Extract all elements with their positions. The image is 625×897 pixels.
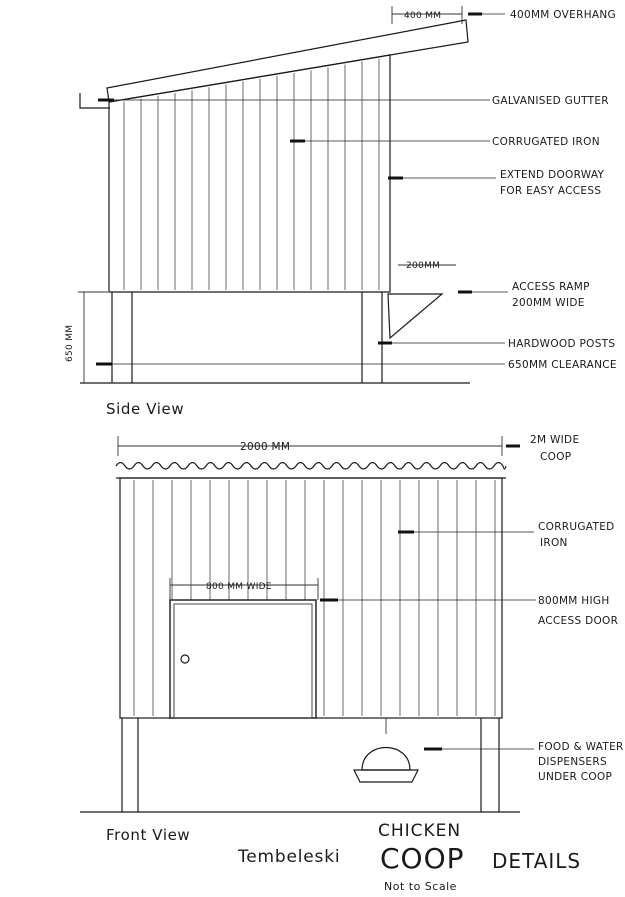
door-label-2: ACCESS DOOR [538, 615, 619, 627]
height-dim-text: 650 MM [65, 324, 75, 362]
front-view-title: Front View [106, 826, 191, 844]
overhang-dim-text: 400 MM [404, 11, 442, 21]
food-label-2: DISPENSERS [538, 756, 607, 768]
iron-label-front-1: CORRUGATED [538, 521, 615, 533]
access-ramp [388, 294, 442, 338]
door-dim-text: 800 MM WIDE [206, 582, 272, 592]
side-wall [109, 55, 390, 292]
side-view-title: Side View [106, 400, 185, 418]
food-label-1: FOOD & WATER [538, 741, 624, 753]
side-view-drawing [78, 6, 508, 383]
doorway-label-2: FOR EASY ACCESS [500, 185, 602, 197]
feeder-dome [362, 748, 410, 771]
door-label-1: 800MM HIGH [538, 595, 610, 607]
side-roof [107, 20, 468, 102]
title-line-1: CHICKEN [378, 821, 462, 841]
food-label-3: UNDER COOP [538, 771, 613, 783]
front-roof-wave [116, 463, 506, 470]
title-line-2: COOP [380, 842, 465, 875]
front-view-drawing [80, 436, 536, 812]
width-dim-text: 2000 MM [240, 441, 291, 453]
iron-label-side: CORRUGATED IRON [492, 136, 600, 148]
iron-label-front-2: IRON [540, 537, 568, 549]
title-line-3: DETAILS [492, 849, 582, 873]
ramp-dim-text: 200MM [406, 261, 441, 271]
width-label-1: 2M WIDE [530, 434, 580, 446]
scale-note: Not to Scale [384, 880, 457, 893]
clearance-label: 650MM CLEARANCE [508, 359, 617, 371]
gutter-label: GALVANISED GUTTER [492, 95, 609, 107]
posts-label: HARDWOOD POSTS [508, 338, 616, 350]
width-label-2: COOP [540, 451, 572, 463]
overhang-note: 400MM OVERHANG [510, 9, 616, 21]
doorway-label-1: EXTEND DOORWAY [500, 169, 605, 181]
ramp-label-1: ACCESS RAMP [512, 281, 590, 293]
author-name: Tembeleski [238, 847, 341, 867]
access-door [170, 600, 316, 718]
feeder-tray [354, 770, 418, 782]
ramp-label-2: 200MM WIDE [512, 297, 585, 309]
